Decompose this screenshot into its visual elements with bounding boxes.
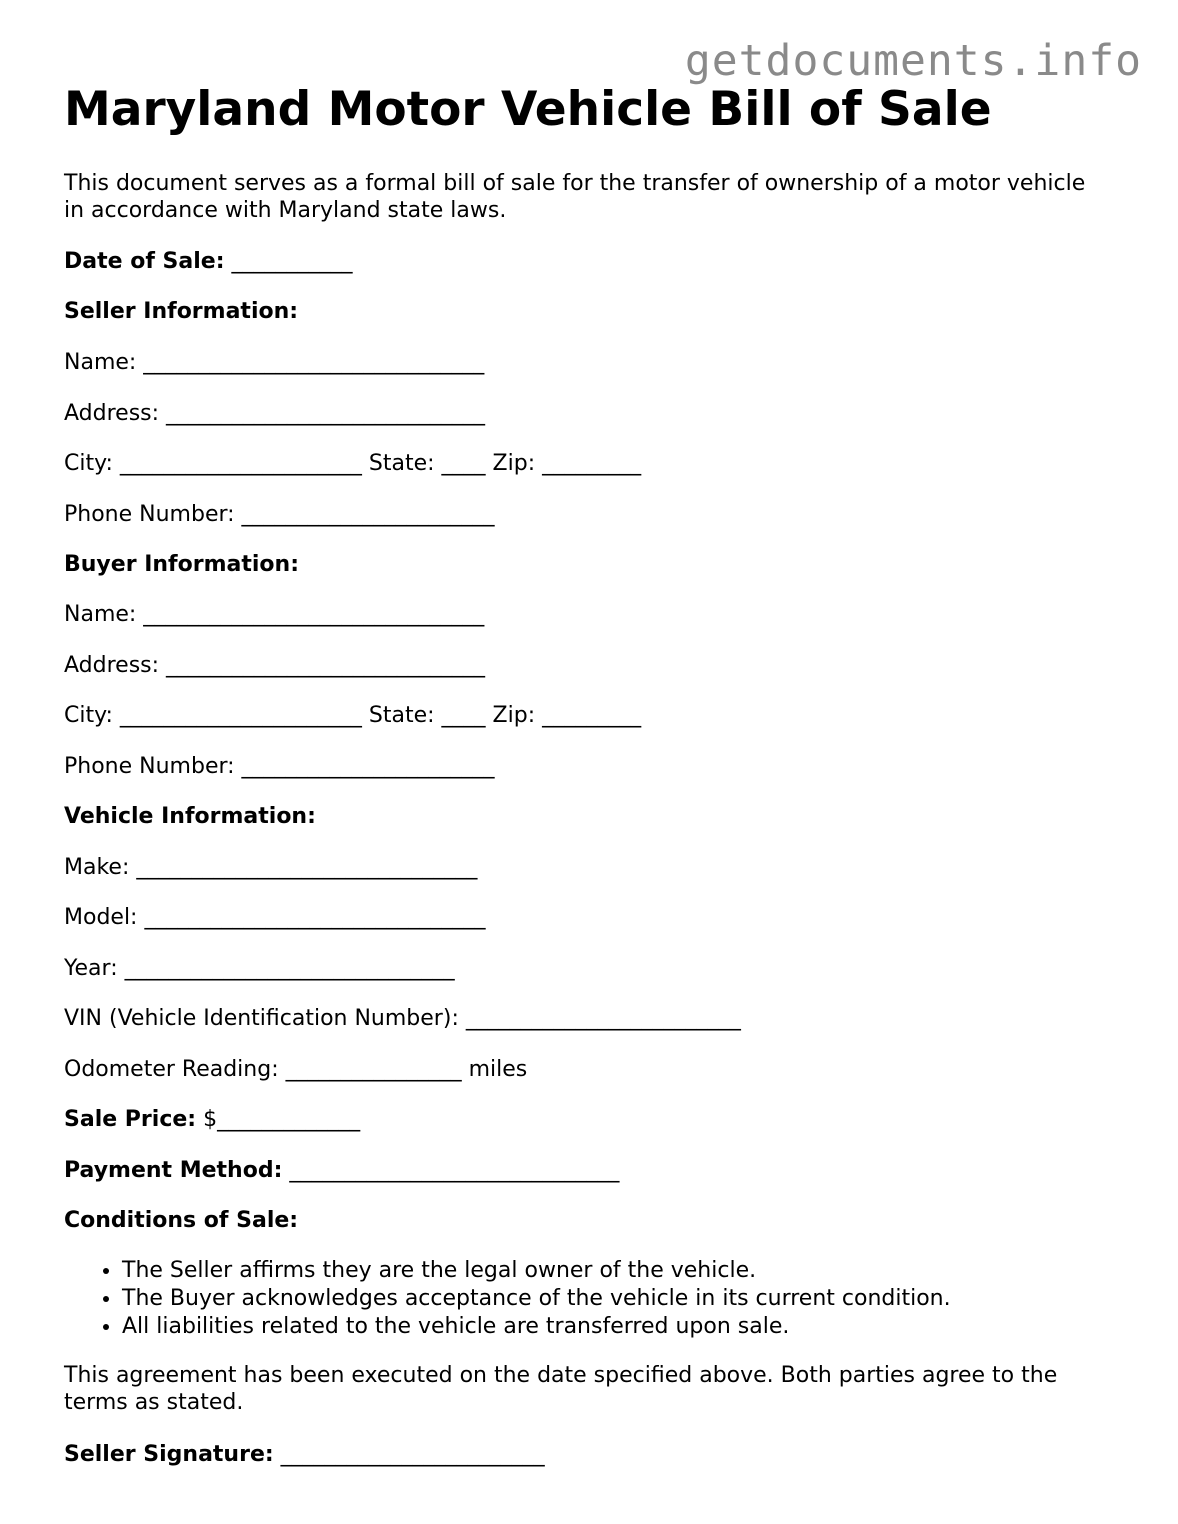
seller-signature-label: Seller Signature: — [64, 1442, 274, 1467]
seller-city-state-zip-field[interactable]: City: ______________________ State: ____ Zip: _________ — [64, 451, 642, 476]
list-item: • The Buyer acknowledges acceptance of the vehicle in its current condition. — [122, 1285, 951, 1313]
seller-signature-field — [64, 1441, 545, 1468]
buyer-phone-field[interactable]: Phone Number: _______________________ — [64, 754, 495, 779]
payment-method-label: Payment Method: — [64, 1158, 283, 1183]
page-title: Maryland Motor Vehicle Bill of Sale — [64, 82, 992, 137]
sale-price-blank[interactable]: $_____________ — [196, 1107, 361, 1132]
buyer-city-state-zip-field[interactable]: City: ______________________ State: ____ Zip: _________ — [64, 703, 642, 728]
sale-price-label: Sale Price: — [64, 1107, 197, 1132]
vehicle-year-field[interactable]: Year: ______________________________ — [64, 956, 455, 981]
date-of-sale-blank[interactable]: ___________ — [224, 249, 353, 274]
vehicle-heading: Vehicle Information: — [64, 804, 316, 829]
seller-phone-field[interactable]: Phone Number: _______________________ — [64, 502, 495, 527]
conditions-list — [64, 1257, 951, 1341]
payment-method-blank[interactable]: ______________________________ — [282, 1158, 620, 1183]
list-item: • All liabilities related to the vehicle are transferred upon sale. — [122, 1313, 951, 1341]
odometer-field[interactable]: Odometer Reading: ________________ miles — [64, 1057, 528, 1082]
date-of-sale-field — [64, 248, 353, 275]
date-of-sale-label: Date of Sale: — [64, 249, 225, 274]
closing-paragraph: This agreement has been executed on the date specified above. Both parties agree to the terms as stated. — [64, 1363, 1058, 1415]
buyer-heading: Buyer Information: — [64, 552, 299, 577]
vehicle-vin-field[interactable]: VIN (Vehicle Identification Number): _________________________ — [64, 1006, 741, 1031]
seller-signature-blank[interactable]: ________________________ — [273, 1442, 545, 1467]
conditions-heading: Conditions of Sale: — [64, 1208, 299, 1233]
intro-paragraph: This document serves as a formal bill of sale for the transfer of ownership of a motor vehicle in accordance with Maryland state laws. — [64, 171, 1086, 223]
vehicle-model-field[interactable]: Model: _______________________________ — [64, 905, 486, 930]
vehicle-make-field[interactable]: Make: _______________________________ — [64, 855, 478, 880]
seller-heading: Seller Information: — [64, 299, 299, 324]
seller-address-field[interactable]: Address: _____________________________ — [64, 401, 486, 426]
sale-price-field — [64, 1106, 360, 1133]
buyer-address-field[interactable]: Address: _____________________________ — [64, 653, 486, 678]
payment-method-field — [64, 1157, 619, 1184]
seller-name-field[interactable]: Name: _______________________________ — [64, 350, 485, 375]
list-item: • The Seller affirms they are the legal owner of the vehicle. — [122, 1257, 951, 1285]
buyer-name-field[interactable]: Name: _______________________________ — [64, 602, 485, 627]
watermark: getdocuments.info — [684, 36, 1142, 86]
